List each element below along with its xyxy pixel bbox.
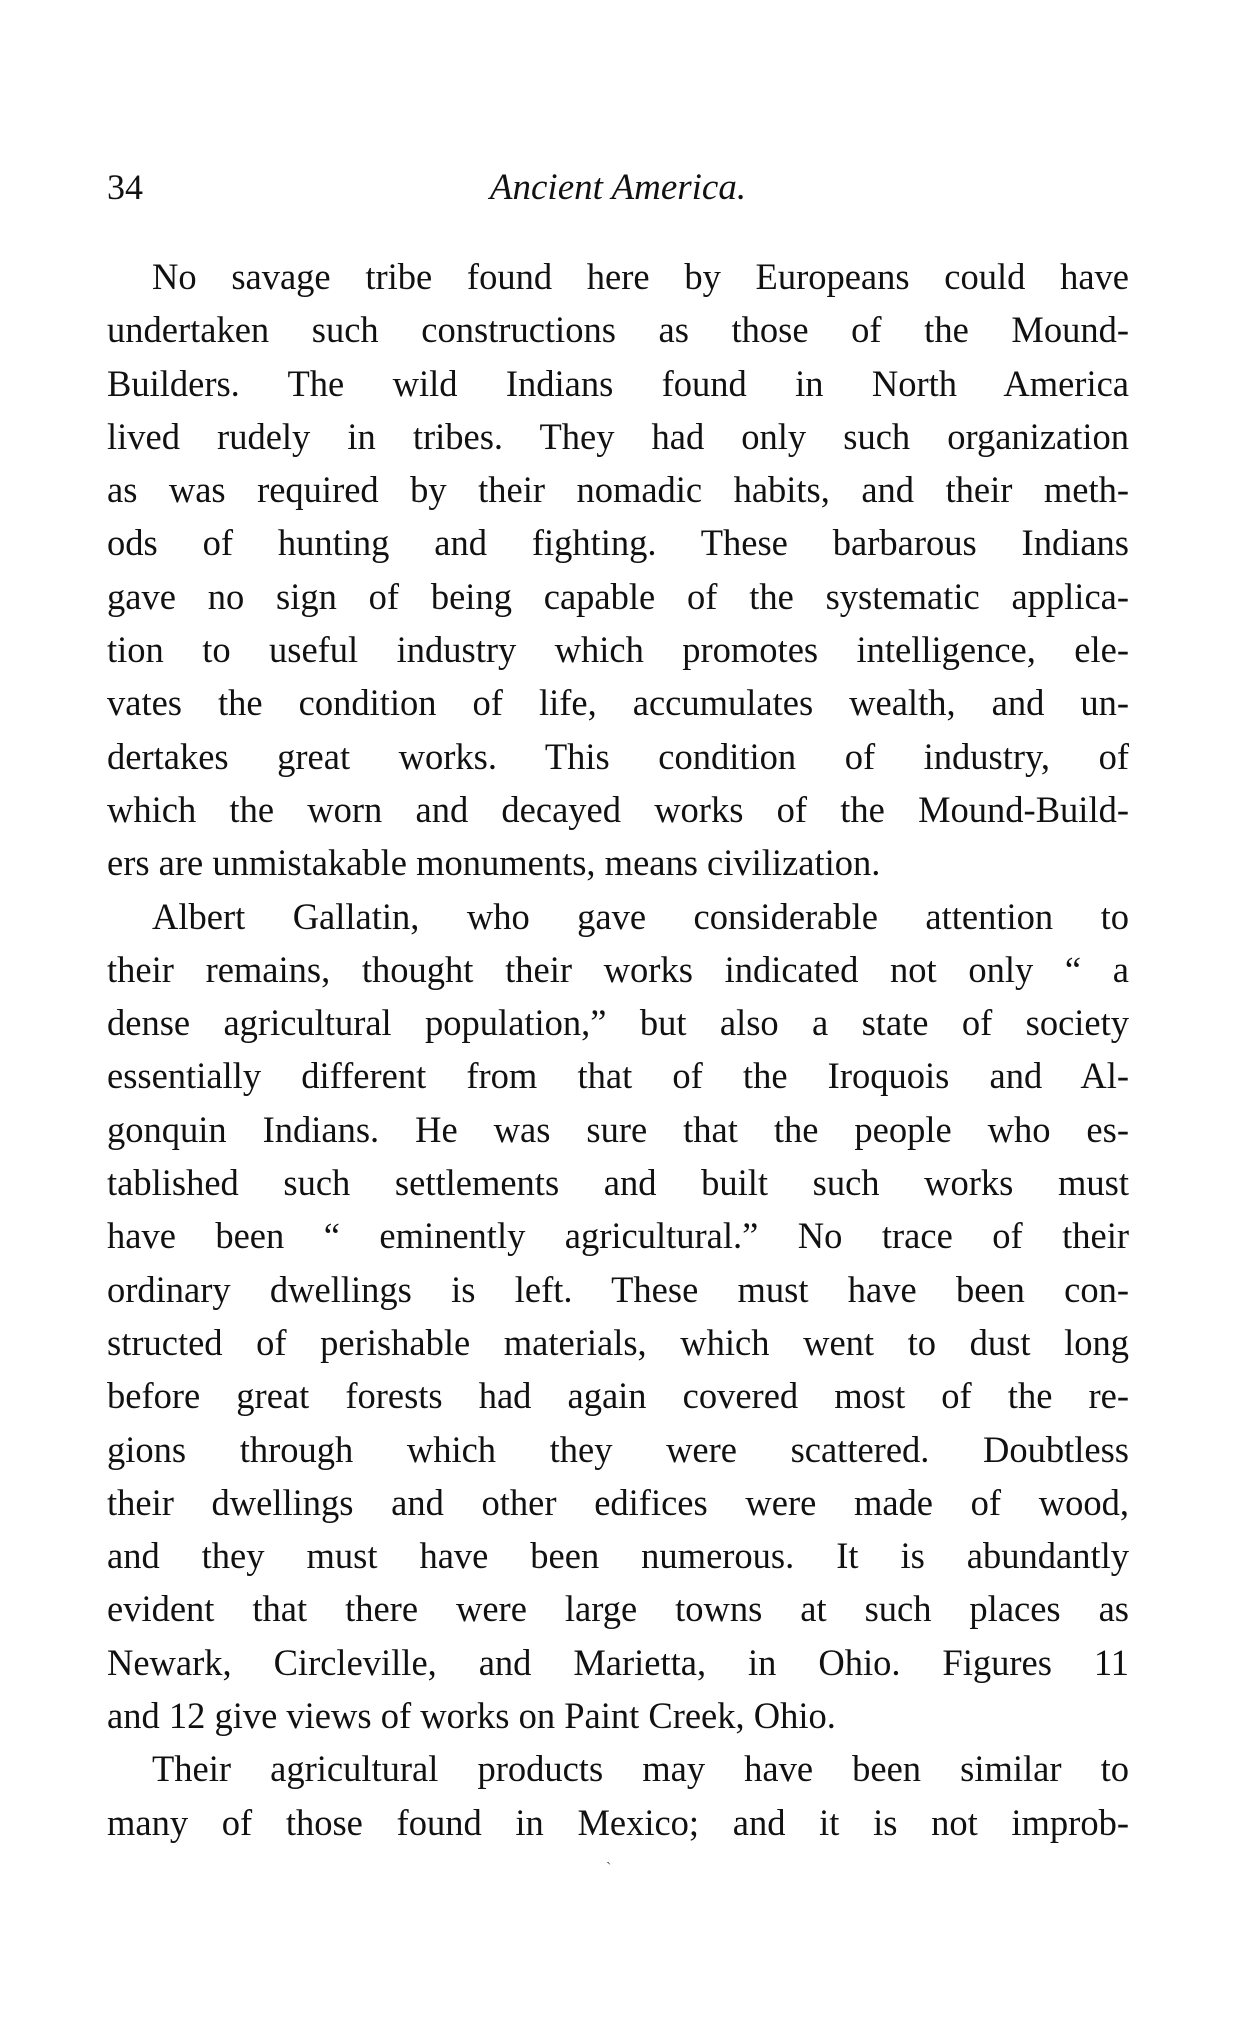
page-number: 34 [107, 167, 143, 207]
text-line: evident that there were large towns at such places as [107, 1588, 1129, 1630]
text-line: dense agricultural population,” but also a state of society [107, 1002, 1129, 1044]
text-line: their remains, thought their works indicated not only “ a [107, 948, 1129, 990]
text-line: Newark, Circleville, and Marietta, in Ohio. Figures 11 [107, 1641, 1129, 1683]
text-line: tion to useful industry which promotes intelligence, ele- [107, 629, 1129, 671]
text-line: gonquin Indians. He was sure that the people who es- [107, 1108, 1129, 1150]
text-line: essentially different from that of the Iroquois and Al- [107, 1055, 1129, 1097]
text-line: gave no sign of being capable of the systematic applica- [107, 575, 1129, 617]
text-line: as was required by their nomadic habits, and their meth- [107, 469, 1129, 511]
text-line: ordinary dwellings is left. These must have been con- [107, 1268, 1129, 1310]
text-line: Albert Gallatin, who gave considerable attention to [152, 895, 1129, 937]
text-line: lived rudely in tribes. They had only such organization [107, 415, 1129, 457]
text-line: Their agricultural products may have been similar to [152, 1748, 1129, 1790]
page-header [107, 166, 1129, 216]
text-line: which the worn and decayed works of the Mound-Build- [107, 788, 1129, 830]
text-line: structed of perishable materials, which went to dust long [107, 1321, 1129, 1363]
text-line: have been “ eminently agricultural.” No trace of their [107, 1215, 1129, 1257]
text-line: gions through which they were scattered. Doubtless [107, 1428, 1129, 1470]
text-line: and 12 give views of works on Paint Creek, Ohio. [107, 1695, 836, 1737]
text-line: and they must have been numerous. It is abundantly [107, 1535, 1129, 1577]
running-title: Ancient America. [489, 167, 747, 208]
print-speck: ˏ [606, 1848, 612, 1865]
text-line: Builders. The wild Indians found in North America [107, 362, 1129, 404]
text-line: undertaken such constructions as those of the Mound- [107, 309, 1129, 351]
text-line: vates the condition of life, accumulates wealth, and un- [107, 682, 1129, 724]
text-line: dertakes great works. This condition of industry, of [107, 735, 1129, 777]
text-line: ers are unmistakable monuments, means civilization. [107, 842, 881, 884]
text-line: No savage tribe found here by Europeans could have [152, 256, 1129, 297]
text-line: tablished such settlements and built such works must [107, 1162, 1129, 1204]
text-line: ods of hunting and fighting. These barbarous Indians [107, 522, 1129, 564]
page-body [107, 250, 1129, 1849]
text-line: before great forests had again covered most of the re- [107, 1375, 1129, 1417]
text-line: many of those found in Mexico; and it is not improb- [107, 1801, 1129, 1843]
text-line: their dwellings and other edifices were made of wood, [107, 1481, 1129, 1523]
